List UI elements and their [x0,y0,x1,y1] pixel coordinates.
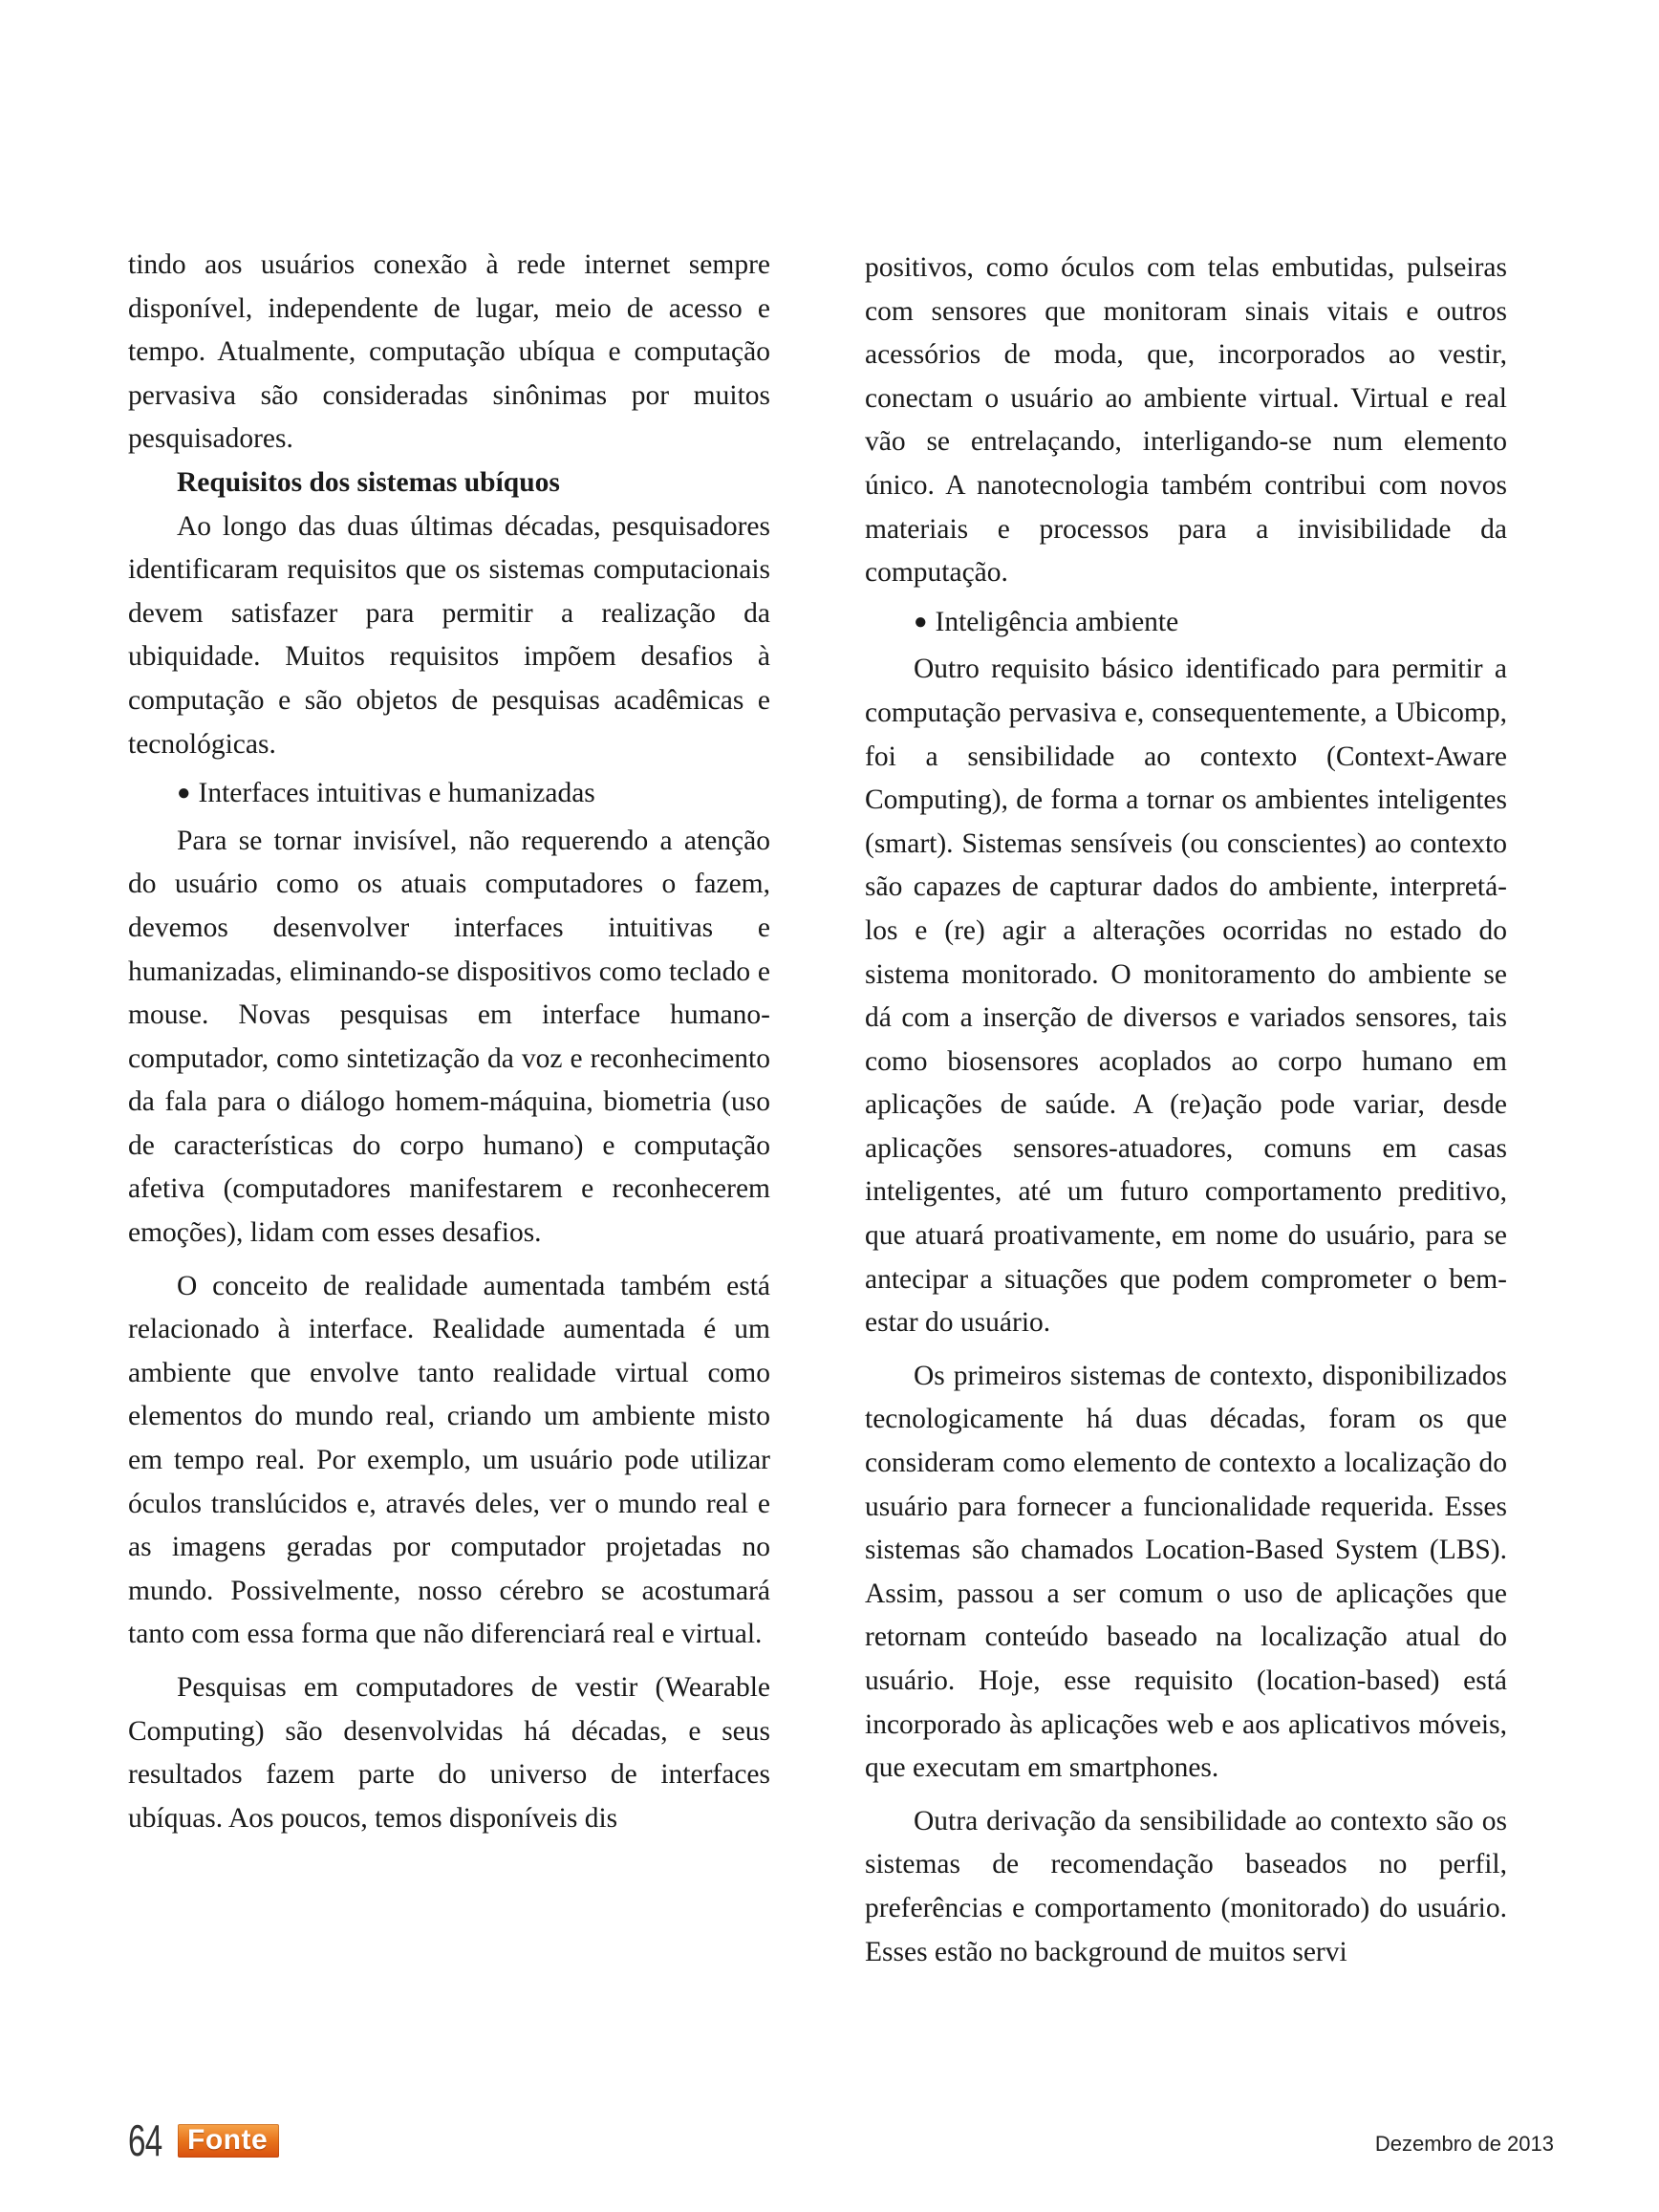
bullet-heading [128,772,770,816]
paragraph: Os primeiros sistemas de contexto, disponibilizados tecnologicamente há duas décadas, foram os que consideram como elemento de contexto a localização do usuário para fornecer a funcionalidade requerida. Esses sistemas são chamados Location-Based System (LBS). Assim, passou a ser comum o uso de aplicações que retornam conteúdo baseado na localização atual do usuário. Hoje, esse requisito (location-based) está incorporado às aplicações web e aos aplicativos móveis, que executam em smartphones. [865,1360,1507,1784]
paragraph: Pesquisas em computadores de vestir (Wearable Computing) são desenvolvidas há décadas, e seus resultados fazem parte do universo de interfaces ubíquas. Aos poucos, temos disponíveis dis [128,1672,770,1834]
paragraph: Outro requisito básico identificado para permitir a computação pervasiva e, consequentemente, a Ubicomp, foi a sensibilidade ao contexto (Context-Aware Computing), de forma a tornar os ambientes inteligentes (smart). Sistemas sensíveis (ou conscientes) ao contexto são capazes de capturar dados do ambiente, interpretá-los e (re) agir a alterações ocorridas no estado do sistema monitorado. O monitoramento do ambiente se dá com a inserção de diversos e variados sensores, tais como biosensores acoplados ao corpo humano em aplicações de saúde. A (re)ação pode variar, desde aplicações sensores-atuadores, comuns em casas inteligentes, até um futuro comportamento preditivo, que atuará proativamente, em nome do usuário, para se antecipar a situações que podem comprometer o bem-estar do usuário. [865,654,1507,1339]
section-heading: Requisitos dos sistemas ubíquos [177,466,560,498]
right-column [865,247,1507,1974]
paragraph: Outra derivação da sensibilidade ao contexto são os sistemas de recomendação baseados no perfil, preferências e comportamento (monitorado) do usuário. Esses estão no background de muitos servi [865,1805,1507,1967]
paragraph: positivos, como óculos com telas embutidas, pulseiras com sensores que monitoram sinais vitais e outros acessórios de moda, que, incorporados ao vestir, conectam o usuário ao ambiente virtual. Virtual e real vão se entrelaçando, interligando-se num elemento único. A nanotecnologia também contribui com novos materiais e processos para a invisibilidade da computação. [865,252,1507,589]
bullet-label: Inteligência ambiente [935,606,1179,637]
paragraph: Ao longo das duas últimas décadas, pesquisadores identificaram requisitos que os sistemas computacionais devem satisfazer para permitir a realização da ubiquidade. Muitos requisitos impõem desafios à computação e são objetos de pesquisas acadêmicas e tecnológicas. [128,510,770,760]
paragraph: tindo aos usuários conexão à rede internet sempre disponível, independente de lugar, meio de acesso e tempo. Atualmente, computação ubíqua e computação pervasiva são consideradas sinônimas por muitos pesquisadores. [128,249,770,455]
brand-logo: Fonte [178,2124,279,2158]
bullet-icon: ● [914,609,928,634]
issue-date: Dezembro de 2013 [1374,2132,1554,2156]
bullet-heading [865,601,1507,645]
page-number: 64 [128,2115,162,2165]
footer-left [128,2115,279,2165]
paragraph: Para se tornar invisível, não requerendo a atenção do usuário como os atuais computadores o fazem, devemos desenvolver interfaces intuitivas e humanizadas, eliminando-se dispositivos como teclado e mouse. Novas pesquisas em interface humano-computador, como sintetização da voz e reconhecimento da fala para o diálogo homem-máquina, biometria (uso de características do corpo humano) e computação afetiva (computadores manifestarem e reconhecerem emoções), lidam com esses desafios. [128,825,770,1249]
bullet-label: Interfaces intuitivas e humanizadas [198,778,595,809]
paragraph: O conceito de realidade aumentada também está relacionado à interface. Realidade aumentada é um ambiente que envolve tanto realidade virtual como elementos do mundo real, criando um ambiente misto em tempo real. Por exemplo, um usuário pode utilizar óculos translúcidos e, através deles, ver o mundo real e as imagens geradas por computador projetadas no mundo. Possivelmente, nosso cérebro se acostumará tanto com essa forma que não diferenciará real e virtual. [128,1270,770,1650]
left-column [128,244,770,1840]
bullet-icon: ● [177,781,191,806]
